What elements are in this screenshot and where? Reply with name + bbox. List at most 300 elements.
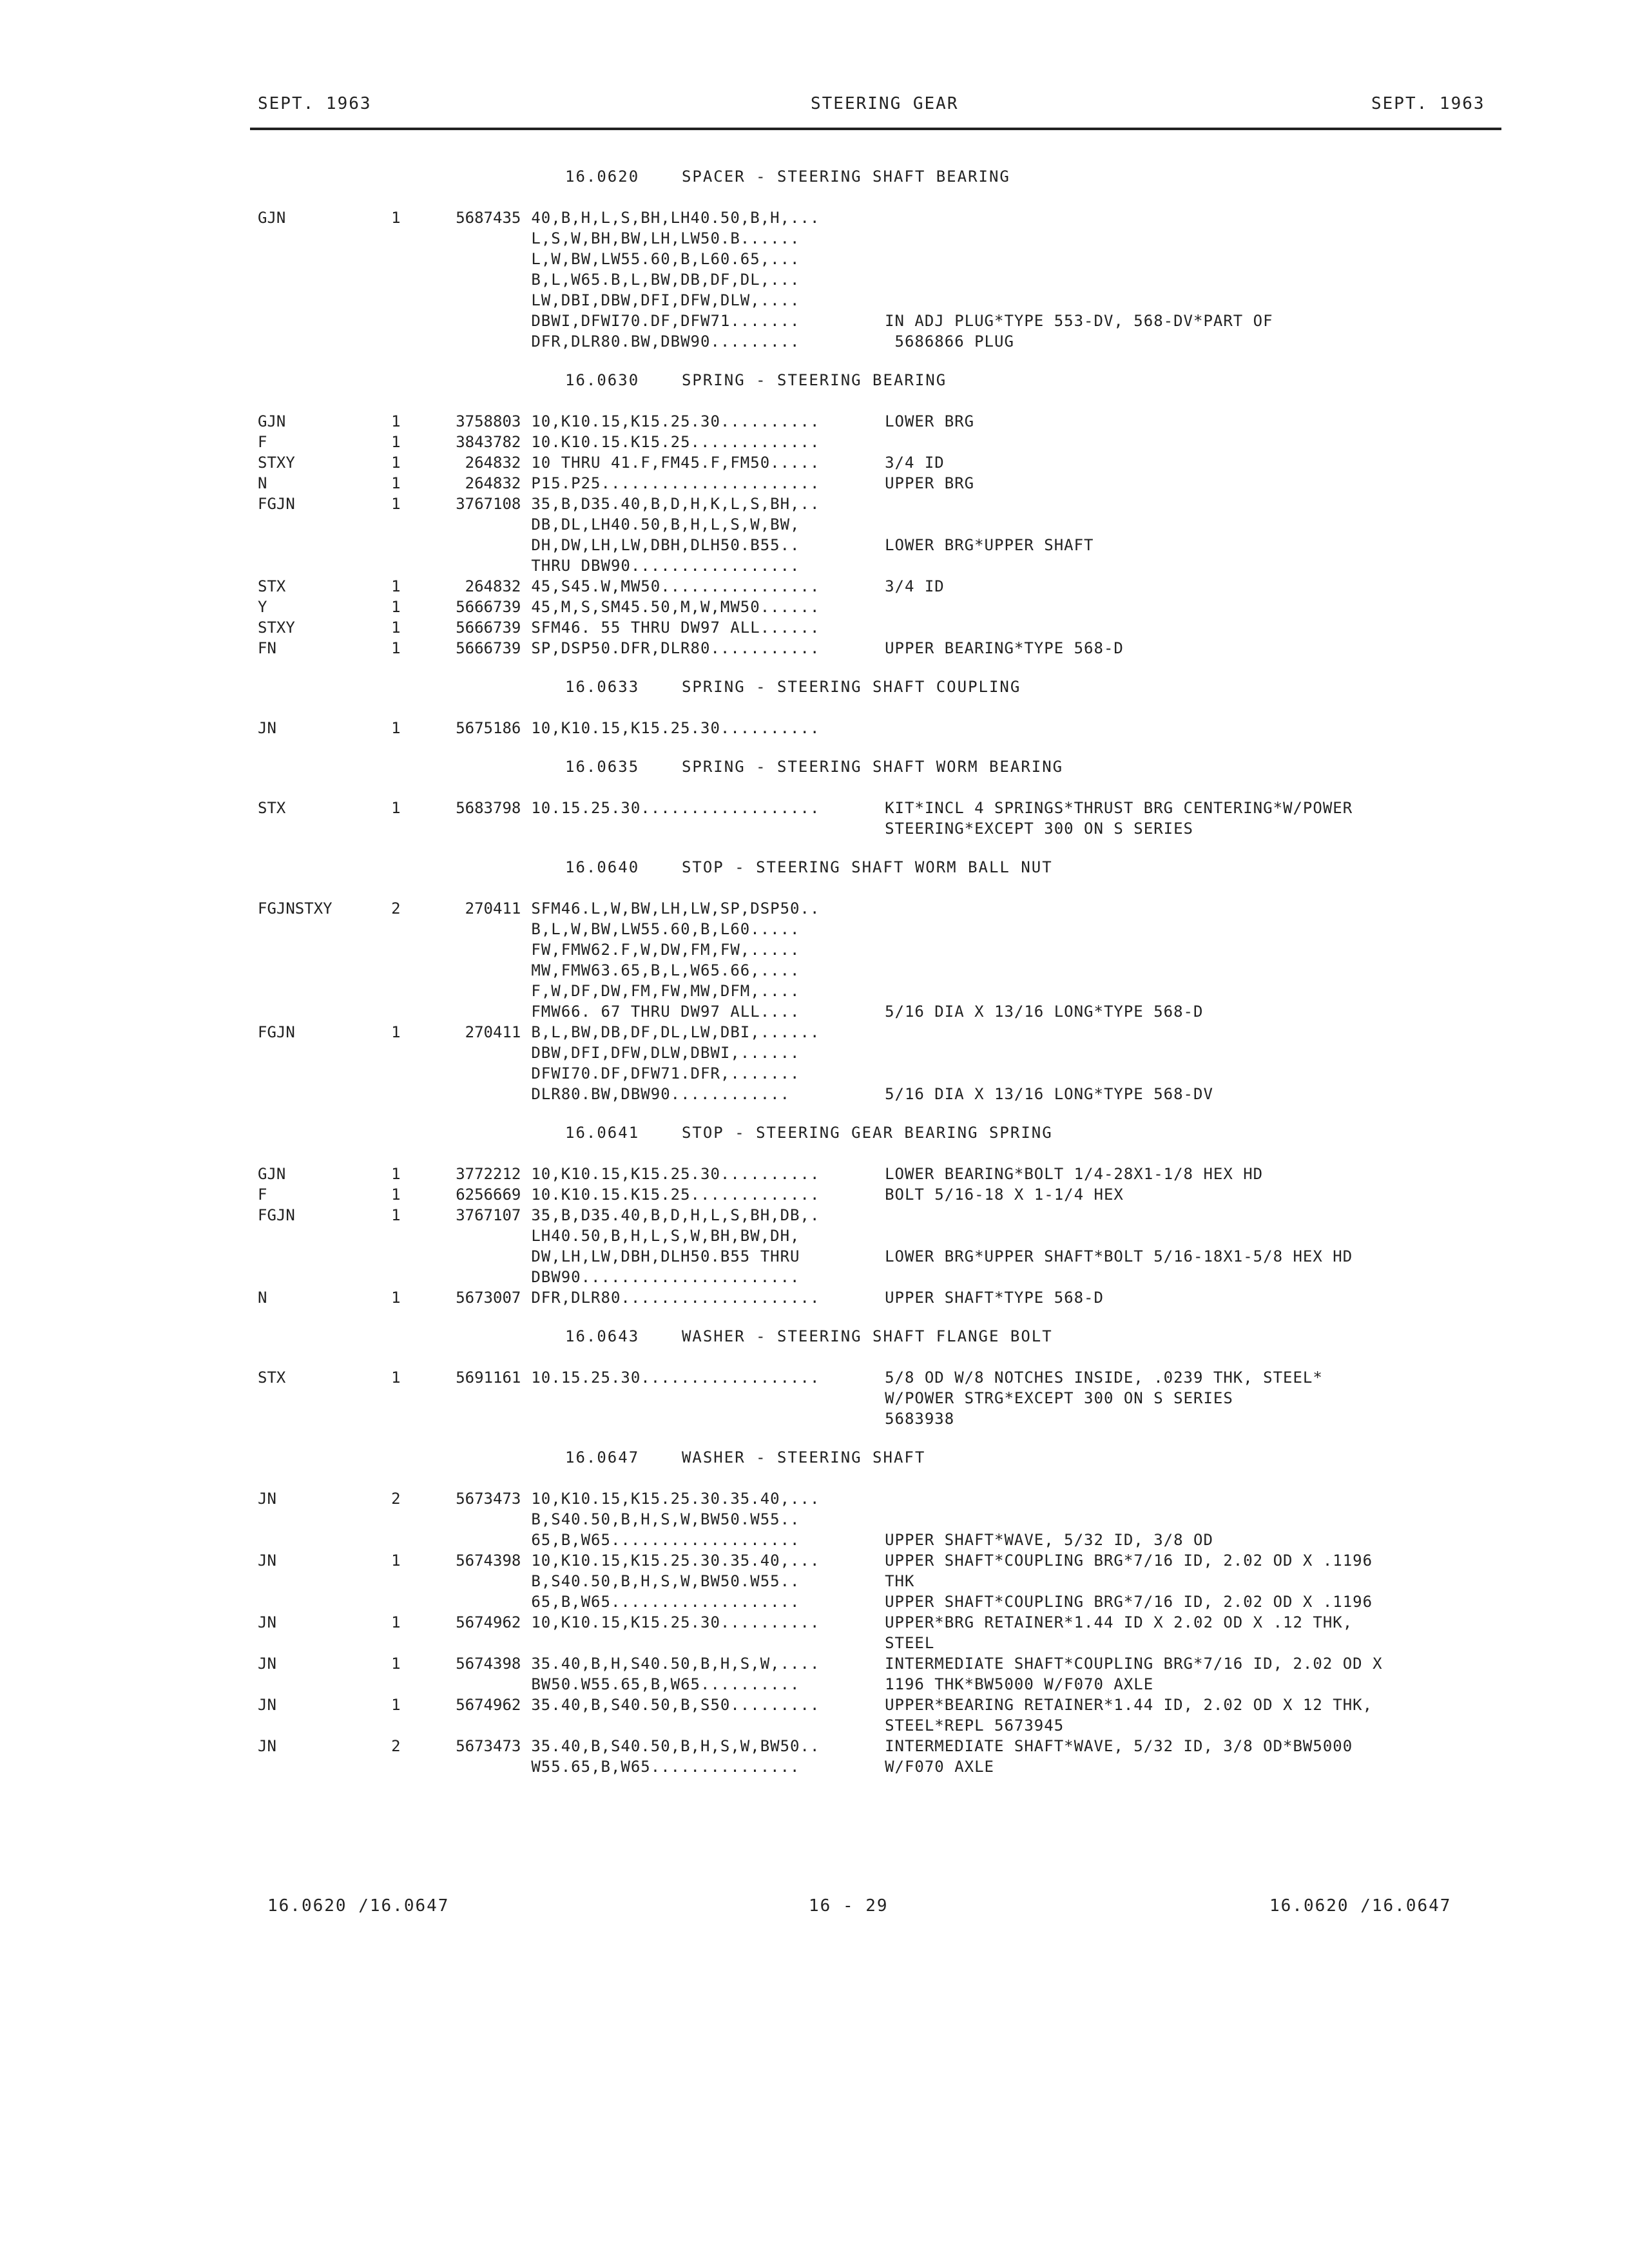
section-title: STOP - STEERING GEAR BEARING SPRING — [681, 1124, 1053, 1142]
model-line: B,S40.50,B,H,S,W,BW50.W55.. — [531, 1572, 800, 1590]
quantity: 2 — [391, 1490, 401, 1508]
model-line: DW,LH,LW,DBH,DLH50.B55 THRU — [531, 1247, 800, 1265]
quantity: 1 — [391, 495, 401, 513]
model-code: F — [258, 1186, 267, 1204]
description-line: KIT*INCL 4 SPRINGS*THRUST BRG CENTERING*W/POWER — [885, 799, 1353, 817]
page-number: 16 - 29 — [809, 1896, 889, 1916]
description-line: STEEL — [885, 1634, 935, 1652]
description-line: UPPER BRG — [885, 474, 975, 492]
description-line: STEERING*EXCEPT 300 ON S SERIES — [885, 820, 1193, 838]
part-entry — [258, 1488, 1495, 1550]
model-line: 10.K10.15.K15.25............. — [531, 1186, 820, 1204]
part-entry — [258, 432, 1495, 452]
model-line: FW,FMW62.F,W,DW,FM,FW,..... — [531, 941, 800, 959]
description-line — [885, 1063, 1495, 1084]
part-description — [872, 1184, 1495, 1205]
quantity: 1 — [391, 1206, 401, 1224]
part-entry — [258, 597, 1495, 617]
part-number: 5666739 — [456, 619, 521, 637]
model-list — [531, 1653, 872, 1695]
model-code: GJN — [258, 1165, 286, 1183]
quantity: 1 — [391, 412, 401, 430]
model-line: 10,K10.15,K15.25.30.......... — [531, 1165, 820, 1183]
model-line — [531, 818, 872, 839]
model-line: 10,K10.15,K15.25.30.......... — [531, 412, 820, 430]
model-code: JN — [258, 1696, 276, 1714]
part-entry — [258, 1287, 1495, 1308]
part-entry — [258, 617, 1495, 638]
part-description — [872, 1695, 1495, 1736]
model-code: FGJNSTXY — [258, 899, 333, 918]
description-line: UPPER*BRG RETAINER*1.44 ID X 2.02 OD X .12 THK, — [885, 1613, 1353, 1631]
model-line — [531, 1408, 872, 1429]
model-code: JN — [258, 1613, 276, 1631]
model-list — [531, 576, 872, 597]
description-line: INTERMEDIATE SHAFT*COUPLING BRG*7/16 ID, 2.02 OD X — [885, 1655, 1383, 1673]
description-line: UPPER BEARING*TYPE 568-D — [885, 639, 1124, 657]
part-number: 5674962 — [456, 1613, 521, 1631]
description-line — [885, 555, 1495, 576]
description-line: UPPER SHAFT*COUPLING BRG*7/16 ID, 2.02 OD X .1196 — [885, 1593, 1373, 1611]
description-line — [885, 290, 1495, 311]
part-description — [872, 718, 1495, 738]
model-code: JN — [258, 719, 276, 737]
part-entry — [258, 1695, 1495, 1736]
part-entry — [258, 1205, 1495, 1287]
model-list — [531, 617, 872, 638]
description-line — [885, 1022, 1495, 1043]
model-line: 10,K10.15,K15.25.30.......... — [531, 1613, 820, 1631]
model-code: Y — [258, 598, 267, 616]
model-code: JN — [258, 1552, 276, 1570]
part-description — [872, 1164, 1495, 1184]
model-list — [531, 1695, 872, 1736]
quantity: 1 — [391, 1613, 401, 1631]
model-line: LW,DBI,DBW,DFI,DFW,DLW,.... — [531, 291, 800, 309]
part-number: 5675186 — [456, 719, 521, 737]
description-line: IN ADJ PLUG*TYPE 553-DV, 568-DV*PART OF — [885, 312, 1273, 330]
model-line: SFM46. 55 THRU DW97 ALL...... — [531, 619, 820, 637]
description-line — [885, 1225, 1495, 1246]
quantity: 1 — [391, 1165, 401, 1183]
model-list — [531, 1367, 872, 1429]
description-line — [885, 939, 1495, 960]
model-list — [531, 452, 872, 473]
model-line: DB,DL,LH40.50,B,H,L,S,W,BW, — [531, 515, 800, 533]
part-description — [872, 452, 1495, 473]
model-list — [531, 798, 872, 839]
description-line: 5/8 OD W/8 NOTCHES INSIDE, .0239 THK, STEEL* — [885, 1369, 1323, 1387]
section-heading — [258, 370, 1495, 390]
section-heading — [258, 857, 1495, 878]
part-description — [872, 432, 1495, 452]
model-line: B,L,W65.B,L,BW,DB,DF,DL,... — [531, 271, 800, 289]
part-description — [872, 597, 1495, 617]
part-number: 5673473 — [456, 1737, 521, 1755]
model-code: STXY — [258, 454, 295, 472]
description-line: 1196 THK*BW5000 W/F070 AXLE — [885, 1675, 1154, 1693]
section-number: 16.0647 — [565, 1448, 640, 1466]
part-number: 5674398 — [456, 1655, 521, 1673]
description-line: INTERMEDIATE SHAFT*WAVE, 5/32 ID, 3/8 OD*BW5000 — [885, 1737, 1353, 1755]
description-line: LOWER BRG — [885, 412, 975, 430]
model-code: JN — [258, 1490, 276, 1508]
description-line: BOLT 5/16-18 X 1-1/4 HEX — [885, 1186, 1124, 1204]
description-line: UPPER SHAFT*WAVE, 5/32 ID, 3/8 OD — [885, 1531, 1213, 1549]
model-list — [531, 1736, 872, 1777]
section-number: 16.0641 — [565, 1124, 640, 1142]
part-description — [872, 1022, 1495, 1104]
model-code: JN — [258, 1655, 276, 1673]
model-code: GJN — [258, 412, 286, 430]
model-line: F,W,DF,DW,FM,FW,MW,DFM,.... — [531, 982, 800, 1000]
quantity: 1 — [391, 1023, 401, 1041]
part-number: 5673007 — [456, 1289, 521, 1307]
model-list — [531, 1287, 872, 1308]
header-rule — [250, 128, 1501, 130]
quantity: 1 — [391, 433, 401, 451]
model-line: 45,S45.W,MW50................ — [531, 577, 820, 595]
part-entry — [258, 1612, 1495, 1653]
part-entry — [258, 1184, 1495, 1205]
section — [258, 857, 1495, 1104]
model-line: 65,B,W65................... — [531, 1593, 800, 1611]
description-line — [885, 249, 1495, 269]
model-line: 45,M,S,SM45.50,M,W,MW50...... — [531, 598, 820, 616]
model-list — [531, 1550, 872, 1612]
part-number: 3843782 — [456, 433, 521, 451]
part-number: 5674398 — [456, 1552, 521, 1570]
model-line: BW50.W55.65,B,W65.......... — [531, 1675, 800, 1693]
description-line — [885, 1488, 1495, 1509]
quantity: 1 — [391, 1186, 401, 1204]
model-line: B,L,W,BW,LW55.60,B,L60..... — [531, 920, 800, 938]
part-description — [872, 576, 1495, 597]
description-line — [885, 718, 1495, 738]
description-line — [885, 981, 1495, 1001]
part-description — [872, 411, 1495, 432]
model-line: W55.65,B,W65............... — [531, 1758, 800, 1776]
description-line — [885, 1043, 1495, 1063]
part-description — [872, 1205, 1495, 1287]
section — [258, 370, 1495, 658]
description-line: 5683938 — [885, 1410, 955, 1428]
model-list — [531, 494, 872, 576]
model-line: B,L,BW,DB,DF,DL,LW,DBI,...... — [531, 1023, 820, 1041]
model-line: SP,DSP50.DFR,DLR80........... — [531, 639, 820, 657]
model-line: L,W,BW,LW55.60,B,L60.65,... — [531, 250, 800, 268]
description-line: 3/4 ID — [885, 577, 945, 595]
description-line: LOWER BRG*UPPER SHAFT*BOLT 5/16-18X1-5/8 HEX HD — [885, 1247, 1353, 1265]
section — [258, 677, 1495, 738]
part-number: 264832 — [465, 474, 521, 492]
model-list — [531, 1205, 872, 1287]
quantity: 1 — [391, 577, 401, 595]
part-number: 6256669 — [456, 1186, 521, 1204]
section-heading — [258, 756, 1495, 777]
description-line — [885, 960, 1495, 981]
model-line: 35,B,D35.40,B,D,H,K,L,S,BH,.. — [531, 495, 820, 513]
model-list — [531, 898, 872, 1022]
description-line: LOWER BEARING*BOLT 1/4-28X1-1/8 HEX HD — [885, 1165, 1264, 1183]
part-entry — [258, 473, 1495, 494]
part-entry — [258, 1653, 1495, 1695]
quantity: 1 — [391, 1369, 401, 1387]
part-number: 5666739 — [456, 598, 521, 616]
part-description — [872, 473, 1495, 494]
part-description — [872, 1736, 1495, 1777]
description-line: THK — [885, 1572, 915, 1590]
model-list — [531, 1184, 872, 1205]
model-code: JN — [258, 1737, 276, 1755]
part-entry — [258, 798, 1495, 839]
part-number: 5673473 — [456, 1490, 521, 1508]
section-title: SPRING - STEERING BEARING — [681, 371, 947, 389]
model-line: 10.15.25.30.................. — [531, 799, 820, 817]
part-description — [872, 494, 1495, 576]
section-title: STOP - STEERING SHAFT WORM BALL NUT — [681, 858, 1053, 876]
model-code: FN — [258, 639, 276, 657]
description-line: UPPER SHAFT*TYPE 568-D — [885, 1289, 1104, 1307]
part-number: 3767107 — [456, 1206, 521, 1224]
quantity: 2 — [391, 899, 401, 918]
section-number: 16.0635 — [565, 758, 640, 776]
header-title: STEERING GEAR — [811, 94, 959, 113]
model-code: FGJN — [258, 1206, 295, 1224]
section-title: WASHER - STEERING SHAFT FLANGE BOLT — [681, 1327, 1053, 1345]
model-line: 10,K10.15,K15.25.30.......... — [531, 719, 820, 737]
model-code: STX — [258, 577, 286, 595]
part-description — [872, 798, 1495, 839]
description-line — [885, 1205, 1495, 1225]
model-line: DBWI,DFWI70.DF,DFW71....... — [531, 312, 800, 330]
description-line — [885, 919, 1495, 939]
description-line — [885, 269, 1495, 290]
model-line: 65,B,W65................... — [531, 1531, 800, 1549]
model-code: GJN — [258, 209, 286, 227]
section — [258, 756, 1495, 839]
description-line — [885, 207, 1495, 228]
model-list — [531, 1488, 872, 1550]
description-line: 5/16 DIA X 13/16 LONG*TYPE 568-DV — [885, 1085, 1213, 1103]
model-line — [531, 1388, 872, 1408]
model-list — [531, 1022, 872, 1104]
model-line: 10,K10.15,K15.25.30.35.40,... — [531, 1552, 820, 1570]
model-code: F — [258, 433, 267, 451]
quantity: 1 — [391, 454, 401, 472]
quantity: 2 — [391, 1737, 401, 1755]
description-line — [885, 432, 1495, 452]
model-line: DBW90...................... — [531, 1268, 800, 1286]
section-title: SPRING - STEERING SHAFT COUPLING — [681, 678, 1021, 696]
header-date-left: SEPT. 1963 — [258, 94, 372, 113]
model-line: LH40.50,B,H,L,S,W,BH,BW,DH, — [531, 1227, 800, 1245]
quantity: 1 — [391, 639, 401, 657]
part-number: 264832 — [465, 577, 521, 595]
section-heading — [258, 166, 1495, 187]
section-number: 16.0640 — [565, 858, 640, 876]
section-heading — [258, 677, 1495, 697]
part-number: 5691161 — [456, 1369, 521, 1387]
part-number: 5683798 — [456, 799, 521, 817]
section-title: SPRING - STEERING SHAFT WORM BEARING — [681, 758, 1064, 776]
model-line: L,S,W,BH,BW,LH,LW50.B...... — [531, 229, 800, 247]
description-line: 5686866 PLUG — [885, 332, 1014, 351]
model-code: STXY — [258, 619, 295, 637]
section-number: 16.0633 — [565, 678, 640, 696]
part-number: 270411 — [465, 899, 521, 918]
quantity: 1 — [391, 719, 401, 737]
model-line — [531, 1715, 872, 1736]
description-line — [885, 494, 1495, 514]
part-number: 5666739 — [456, 639, 521, 657]
part-entry — [258, 1367, 1495, 1429]
model-line: 35.40,B,S40.50,B,H,S,W,BW50.. — [531, 1737, 820, 1755]
model-line: 35.40,B,H,S40.50,B,H,S,W,.... — [531, 1655, 820, 1673]
part-entry — [258, 452, 1495, 473]
part-number: 3772212 — [456, 1165, 521, 1183]
footer-range-left: 16.0620 /16.0647 — [267, 1896, 450, 1916]
model-line: 40,B,H,L,S,BH,LH40.50,B,H,... — [531, 209, 820, 227]
model-line: DFR,DLR80.BW,DBW90......... — [531, 332, 800, 351]
part-description — [872, 1488, 1495, 1550]
quantity: 1 — [391, 1655, 401, 1673]
part-description — [872, 207, 1495, 352]
description-line — [885, 514, 1495, 535]
part-entry — [258, 718, 1495, 738]
section — [258, 1122, 1495, 1308]
model-list — [531, 432, 872, 452]
model-line: B,S40.50,B,H,S,W,BW50.W55.. — [531, 1510, 800, 1528]
section-number: 16.0620 — [565, 168, 640, 186]
model-list — [531, 718, 872, 738]
model-line: THRU DBW90................. — [531, 557, 800, 575]
model-line — [531, 1633, 872, 1653]
model-line: FMW66. 67 THRU DW97 ALL.... — [531, 1003, 800, 1021]
section — [258, 1326, 1495, 1429]
model-line: SFM46.L,W,BW,LH,LW,SP,DSP50.. — [531, 899, 820, 918]
section-title: WASHER - STEERING SHAFT — [681, 1448, 926, 1466]
part-description — [872, 617, 1495, 638]
description-line: 5/16 DIA X 13/16 LONG*TYPE 568-D — [885, 1003, 1204, 1021]
model-line: 10 THRU 41.F,FM45.F,FM50..... — [531, 454, 820, 472]
section-heading — [258, 1326, 1495, 1347]
model-code: N — [258, 1289, 267, 1307]
part-number: 264832 — [465, 454, 521, 472]
description-line: W/POWER STRG*EXCEPT 300 ON S SERIES — [885, 1389, 1233, 1407]
model-code: N — [258, 474, 267, 492]
section-heading — [258, 1122, 1495, 1143]
part-description — [872, 898, 1495, 1022]
footer-range-right: 16.0620 /16.0647 — [1269, 1896, 1452, 1916]
model-line: DH,DW,LH,LW,DBH,DLH50.B55.. — [531, 536, 800, 554]
part-entry — [258, 411, 1495, 432]
model-line: P15.P25...................... — [531, 474, 820, 492]
description-line: STEEL*REPL 5673945 — [885, 1716, 1065, 1735]
model-code: FGJN — [258, 495, 295, 513]
description-line: 3/4 ID — [885, 454, 945, 472]
section-number: 16.0643 — [565, 1327, 640, 1345]
part-number: 270411 — [465, 1023, 521, 1041]
section-title: SPACER - STEERING SHAFT BEARING — [681, 168, 1010, 186]
model-line: MW,FMW63.65,B,L,W65.66,.... — [531, 961, 800, 979]
part-number: 5674962 — [456, 1696, 521, 1714]
model-code: STX — [258, 799, 286, 817]
description-line — [885, 228, 1495, 249]
model-line: 10.15.25.30.................. — [531, 1369, 820, 1387]
description-line: LOWER BRG*UPPER SHAFT — [885, 536, 1094, 554]
part-entry — [258, 1022, 1495, 1104]
model-line: DBW,DFI,DFW,DLW,DBWI,...... — [531, 1044, 800, 1062]
part-entry — [258, 1736, 1495, 1777]
description-line — [885, 617, 1495, 638]
model-list — [531, 638, 872, 658]
part-entry — [258, 494, 1495, 576]
model-list — [531, 207, 872, 352]
model-line: DFWI70.DF,DFW71.DFR,....... — [531, 1064, 800, 1082]
section — [258, 166, 1495, 352]
model-line: DFR,DLR80.................... — [531, 1289, 820, 1307]
description-line — [885, 898, 1495, 919]
part-description — [872, 1612, 1495, 1653]
description-line — [885, 1509, 1495, 1530]
part-entry — [258, 576, 1495, 597]
header-date-right: SEPT. 1963 — [1371, 94, 1485, 113]
model-line: DLR80.BW,DBW90............ — [531, 1085, 791, 1103]
quantity: 1 — [391, 799, 401, 817]
description-line — [885, 1267, 1495, 1287]
model-list — [531, 411, 872, 432]
part-description — [872, 1367, 1495, 1429]
model-list — [531, 597, 872, 617]
description-line: W/F070 AXLE — [885, 1758, 995, 1776]
quantity: 1 — [391, 209, 401, 227]
quantity: 1 — [391, 619, 401, 637]
part-number: 3758803 — [456, 412, 521, 430]
model-list — [531, 1612, 872, 1653]
quantity: 1 — [391, 1289, 401, 1307]
quantity: 1 — [391, 1552, 401, 1570]
part-entry — [258, 638, 1495, 658]
quantity: 1 — [391, 1696, 401, 1714]
part-number: 5687435 — [456, 209, 521, 227]
description-line: UPPER*BEARING RETAINER*1.44 ID, 2.02 OD X 12 THK, — [885, 1696, 1373, 1714]
quantity: 1 — [391, 598, 401, 616]
part-entry — [258, 1164, 1495, 1184]
part-entry — [258, 898, 1495, 1022]
section — [258, 1447, 1495, 1777]
model-line: 10.K10.15.K15.25............. — [531, 433, 820, 451]
model-line: 10,K10.15,K15.25.30.35.40,... — [531, 1490, 820, 1508]
description-line: UPPER SHAFT*COUPLING BRG*7/16 ID, 2.02 OD X .1196 — [885, 1552, 1373, 1570]
part-description — [872, 1653, 1495, 1695]
model-line: 35.40,B,S40.50,B,S50......... — [531, 1696, 820, 1714]
part-entry — [258, 1550, 1495, 1612]
part-description — [872, 638, 1495, 658]
part-description — [872, 1287, 1495, 1308]
model-line: 35,B,D35.40,B,D,H,L,S,BH,DB,. — [531, 1206, 820, 1224]
model-code: FGJN — [258, 1023, 295, 1041]
part-number: 3767108 — [456, 495, 521, 513]
model-list — [531, 473, 872, 494]
model-list — [531, 1164, 872, 1184]
part-entry — [258, 207, 1495, 352]
section-number: 16.0630 — [565, 371, 640, 389]
quantity: 1 — [391, 474, 401, 492]
description-line — [885, 597, 1495, 617]
part-description — [872, 1550, 1495, 1612]
section-heading — [258, 1447, 1495, 1468]
